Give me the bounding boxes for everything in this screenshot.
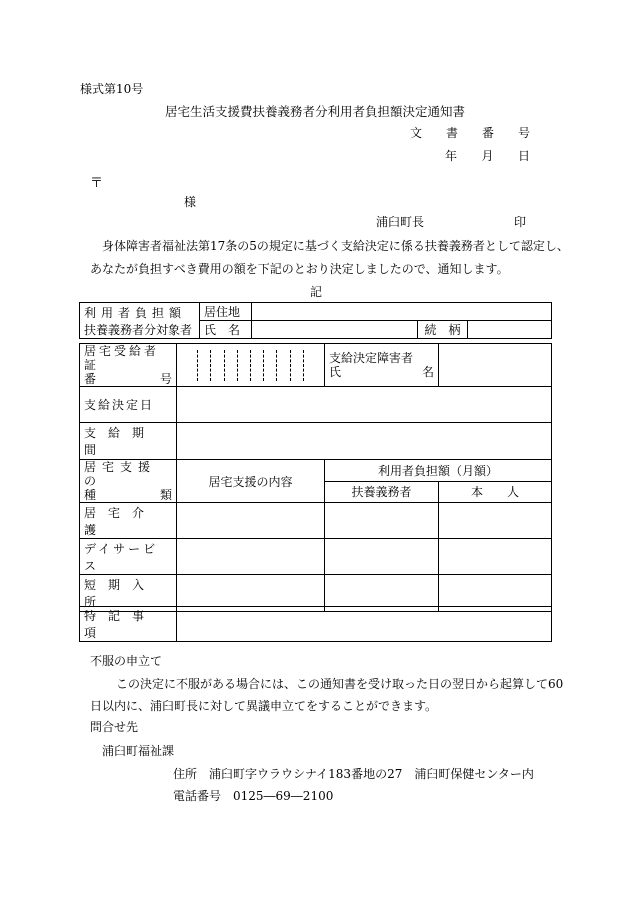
support-type-label: 居宅支援の 種 類 <box>80 460 177 503</box>
issuer: 浦臼町長 <box>376 215 425 229</box>
address-label: 居住地 <box>200 303 252 321</box>
doc-number-char: 号 <box>517 126 530 140</box>
contact-address: 住所 浦臼町字ウラウシナイ183番地の27 浦臼町保健センター内 <box>173 767 534 781</box>
target-label-line1: 利用者負担額 <box>84 305 187 320</box>
document-title: 居宅生活支援費扶養義務者分利用者負担額決定通知書 <box>164 104 465 119</box>
name-label: 氏 名 <box>200 321 252 339</box>
notes-value[interactable] <box>177 607 552 642</box>
charge-header: 利用者負担額（月額） <box>325 460 552 482</box>
target-person-table <box>79 302 552 339</box>
row-home-care-supporter[interactable] <box>325 503 439 539</box>
row-home-care-self[interactable] <box>439 503 552 539</box>
appeal-text-line2: 日以内に、浦臼町長に対して異議申立てをすることができます。 <box>90 699 438 713</box>
details-table <box>79 343 552 612</box>
doc-number-char: 書 <box>445 126 458 140</box>
appeal-text-line1: この決定に不服がある場合には、この通知書を受け取った日の翌日から起算して60 <box>116 677 564 691</box>
notes-label: 特記事項 <box>80 607 177 642</box>
date-day: 日 <box>517 149 530 163</box>
date-month: 月 <box>481 149 494 163</box>
name-value[interactable] <box>252 321 418 339</box>
target-label-cell <box>80 303 200 339</box>
form-number: 様式第10号 <box>80 82 144 96</box>
postal-mark: 〒 <box>90 176 104 191</box>
notes-table <box>79 606 552 642</box>
row-day-service-label: デイサービス <box>80 539 177 575</box>
doc-number-line <box>410 124 530 141</box>
period-value[interactable] <box>177 423 552 460</box>
body-text-line2: あなたが負担すべき費用の額を下記のとおり決定しましたので、通知します。 <box>90 262 509 276</box>
relation-value[interactable] <box>468 321 552 339</box>
recipient-suffix: 様 <box>184 195 197 209</box>
address-value[interactable] <box>252 303 552 321</box>
row-home-care-label: 居宅介護 <box>80 503 177 539</box>
relation-label: 続 柄 <box>418 321 468 339</box>
doc-number-char: 番 <box>481 126 494 140</box>
disabled-person-value[interactable] <box>439 344 552 387</box>
date-year: 年 <box>445 149 458 163</box>
period-label: 支給期間 <box>80 423 177 460</box>
decision-date-value[interactable] <box>177 387 552 423</box>
decision-date-label: 支給決定日 <box>80 387 177 423</box>
row-day-service-self[interactable] <box>439 539 552 575</box>
doc-number-char: 文 <box>410 126 423 140</box>
self-header: 本 人 <box>439 481 552 503</box>
seal-mark: 印 <box>514 215 527 229</box>
row-day-service-content[interactable] <box>177 539 325 575</box>
contact-department: 浦臼町福祉課 <box>102 744 175 758</box>
date-line <box>445 147 530 164</box>
appeal-heading: 不服の申立て <box>90 654 163 668</box>
body-text-line1: 身体障害者福祉法第17条の5の規定に基づく支給決定に係る扶養義務者として認定し、 <box>102 239 569 253</box>
row-short-stay-label: 短期入所 <box>80 575 177 612</box>
support-content-header: 居宅支援の内容 <box>177 460 325 503</box>
supporter-header: 扶養義務者 <box>325 481 439 503</box>
target-label-line2: 扶養義務者分対象者 <box>84 322 193 337</box>
disabled-person-label: 支給決定障害者 氏 名 <box>325 344 439 387</box>
cert-number-label: 居宅受給者証 番 号 <box>80 344 177 387</box>
row-home-care-content[interactable] <box>177 503 325 539</box>
contact-heading: 問合せ先 <box>90 720 139 734</box>
contact-phone: 電話番号 0125―69―2100 <box>173 789 334 803</box>
cert-number-boxes[interactable] <box>177 344 325 387</box>
ki-heading: 記 <box>310 285 323 299</box>
row-day-service-supporter[interactable] <box>325 539 439 575</box>
